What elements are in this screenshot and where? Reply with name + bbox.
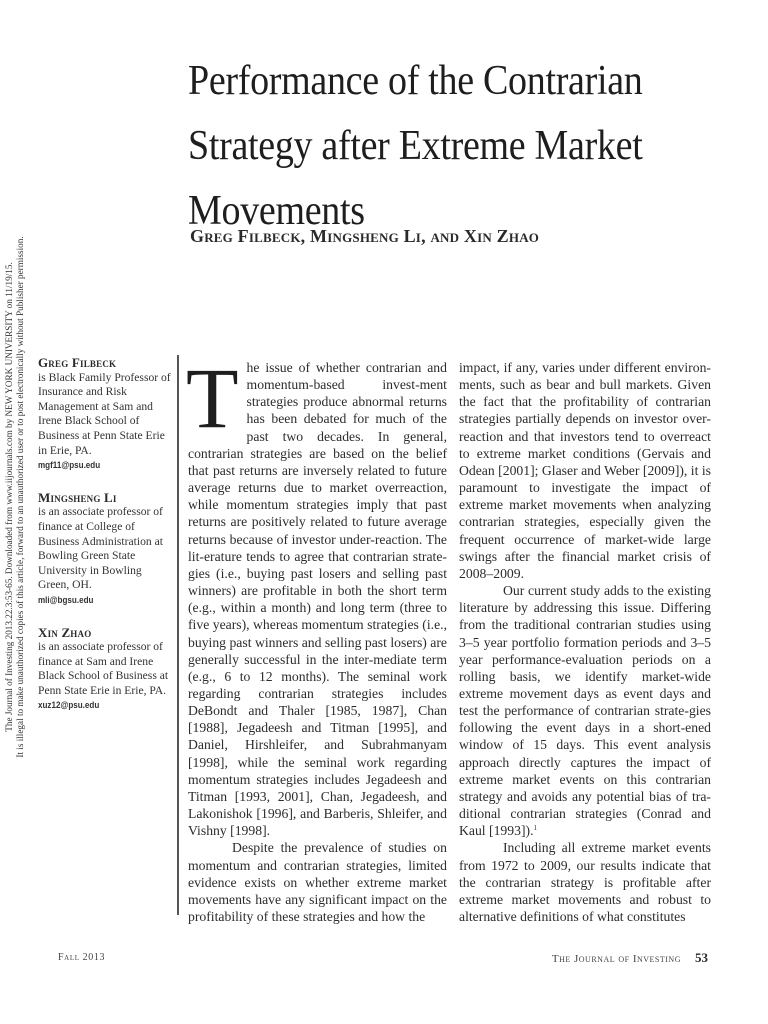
paragraph-continued: impact, if any, varies under different environ-ments, such as bear and bull markets. Given the fact that the profitability of contrarian strategies partially depends on investor over-reaction and that investors tend to overreact to extreme market conditions (Gervais and Odean [2001]; Glaser and Weber [2009]), it is paramount to investigate the impact of extreme market movements when analyzing contrarian strategies, especially given the frequent occurrence of market-wide large swings after the financial market crisis of 2008–2009.	[459, 360, 711, 581]
bio-name: Mingsheng Li	[38, 489, 117, 505]
author-bio	[38, 491, 174, 609]
article-authors: Greg Filbeck, Mingsheng Li, and Xin Zhao	[190, 226, 540, 246]
body-column-left	[186, 350, 447, 925]
paragraph-text: Our current study adds to the existing literature by addressing this issue. Differing from the traditional contrarian studies using 3–5 year portfolio formation periods and 3–5 year performance-evaluation periods on a rolling basis, we identify market-wide extreme movement days as event days and test the performance of contrarian strate-gies following the event days in a short-ened window of 15 days. This event analysis approach directly captures the impact of extreme market events on this contrarian strategy and avoids any potential bias of tra-ditional contrarian strategies (Conrad and Kaul [1993]).	[459, 583, 711, 839]
body-column-right	[459, 359, 711, 925]
journal-name: The Journal of Investing	[551, 953, 681, 965]
footer-issue: Fall 2013	[58, 952, 106, 963]
author-bio	[38, 626, 174, 715]
bio-email[interactable]: xuz12@psu.edu	[38, 700, 100, 712]
bio-email[interactable]: mgf11@psu.edu	[38, 460, 101, 472]
paragraph-current-study	[459, 582, 711, 839]
paragraph-despite: Despite the prevalence of studies on momentum and contrarian strategies, limited evidence exists on whether extreme market movements have any significant impact on the profitability of these strategies and how the	[188, 840, 447, 924]
footer-journal	[552, 950, 708, 966]
column-divider-rule	[177, 355, 179, 915]
download-watermark	[4, 142, 26, 852]
bio-text: is Black Family Professor of Insurance and Risk Management at Sam and Irene Black School of Business at Penn State Erie in Erie, PA.	[38, 370, 171, 457]
paragraph-results: Including all extreme market events from 1972 to 2009, our results indicate that the contrarian strategy is profitable after extreme market movements and robust to alternative definitions of what constitutes	[459, 840, 711, 924]
paragraph-intro	[186, 350, 447, 839]
drop-cap: T	[186, 350, 239, 446]
watermark-line-2: It is illegal to make unauthorized copies of this article, forward to an unauthorized user or to post electronically without Publisher permission.	[15, 236, 25, 758]
bio-text: is an associate professor of finance at Sam and Irene Black School of Business at Penn State Erie in Erie, PA.	[38, 640, 169, 697]
article-title: Performance of the Contrarian Strategy after Extreme Market Movements	[188, 56, 643, 234]
bio-email[interactable]: mli@bgsu.edu	[38, 594, 94, 606]
author-bio	[38, 356, 174, 474]
bio-name: Greg Filbeck	[38, 355, 117, 370]
bio-text: is an associate professor of finance at College of Business Administration at Bowling Green State University in Bowling Green, OH.	[38, 505, 163, 592]
page-number: 53	[695, 950, 708, 965]
footnote-marker[interactable]: 1	[533, 824, 537, 833]
bio-name: Xin Zhao	[38, 624, 92, 640]
watermark-line-1: The Journal of Investing 2013.22.3:53-65. Downloaded from www.iijournals.com by NEW YORK UNIVERSITY on 11/19/15.	[4, 262, 14, 732]
author-bios	[38, 356, 174, 731]
paragraph-text: he issue of whether contrarian and momentum-based invest-ment strategies produce abnormal returns has been debated for much of the past two decades. In general, contrarian strategies are based on the belief that past returns are inversely related to future average returns due to market overreaction, while momentum strategies imply that past returns are positively related to future average returns because of investor under-reaction. The lit-erature tends to agree that contrarian strate-gies (i.e., buying past losers and selling past winners) are profitable in both the short term (e.g., within a month) and long term (three to five years), whereas momentum strategies (i.e., buying past winners and selling past losers) are generally successful in the inter-mediate term (e.g., 6 to 12 months). The seminal work regarding contrarian strategies includes DeBondt and Thaler [1985, 1987], Chan [1988], Jegadeesh and Titman [1995], and Daniel, Hirshleifer, and Subrahmanyam [1998], while the seminal work regarding momentum strategies includes Jegadeesh and Titman [1993, 2001], Chan, Jegadeesh, and Lakonishok [1996], and Barberis, Shleifer, and Vishny [1998].	[188, 360, 447, 839]
